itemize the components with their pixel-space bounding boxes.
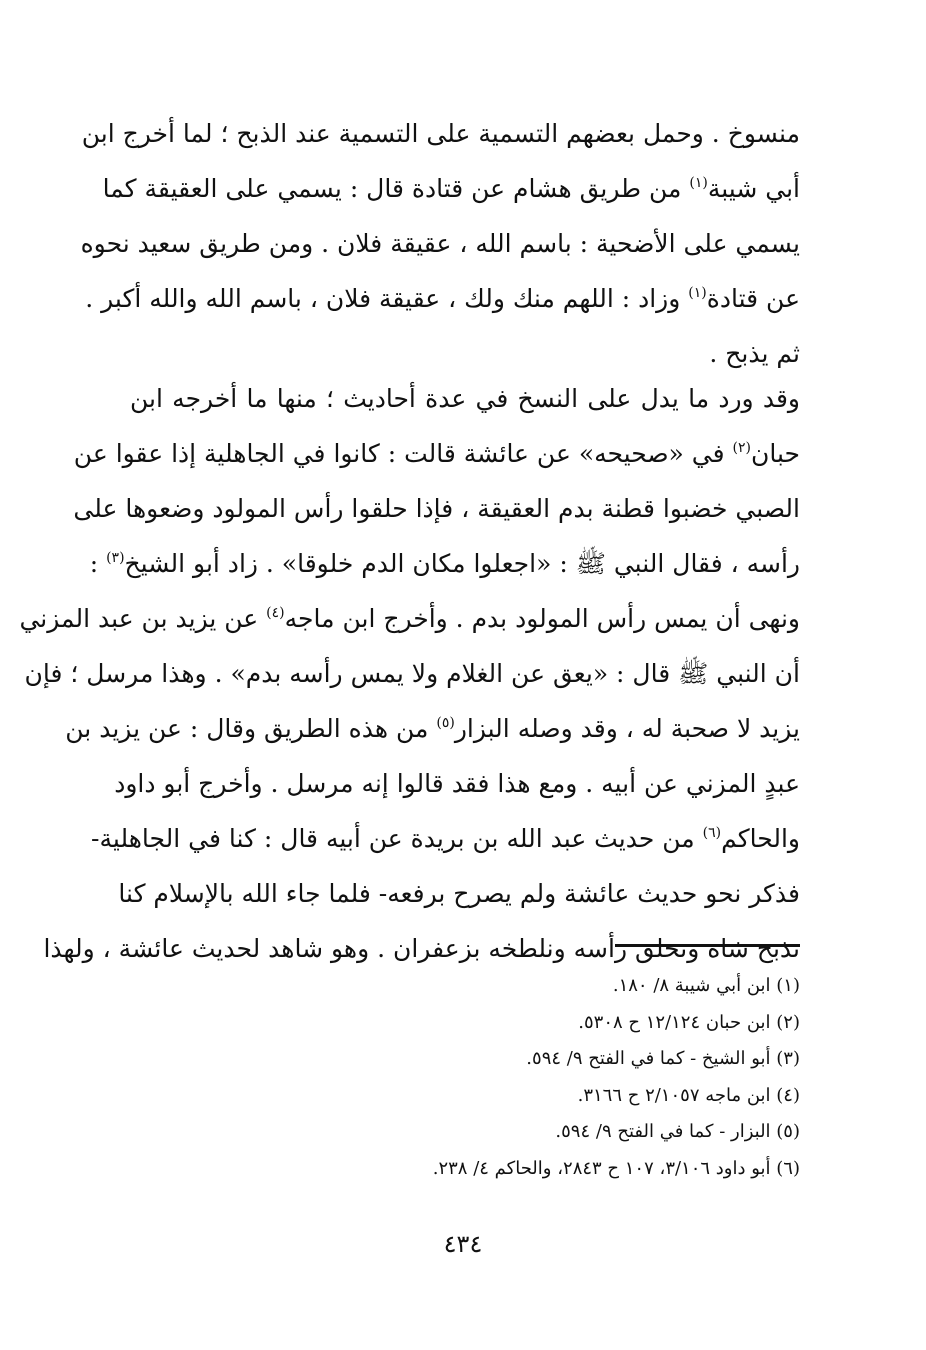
text-line: وقد ورد ما يدل على النسخ في عدة أحاديث ؛ منها ما أخرجه ابن: [130, 384, 800, 413]
text-line: عبدٍ المزني عن أبيه . ومع هذا فقد قالوا إنه مرسل . وأخرج أبو داود: [114, 769, 800, 798]
footnote: (٣) أبو الشيخ - كما في الفتح ٩/ ٥٩٤.: [526, 1048, 800, 1069]
footnotes: [300, 968, 800, 1187]
footnote: (٤) ابن ماجه ٢/١٠٥٧ ح ٣١٦٦.: [577, 1084, 800, 1106]
footnote: (٦) أبو داود ٣/١٠٦، ١٠٧ ح ٢٨٤٣، والحاكم ٤/ ٢٣٨.: [432, 1157, 800, 1179]
text-line: نذبح شاة ونحلق رأسه ونلطخه بزعفران . وهو شاهد لحديث عائشة ، ولهذا: [43, 934, 800, 963]
page-number: ٤٣٤: [443, 1230, 483, 1258]
footnote-marker: (٤): [266, 605, 285, 621]
paragraph-2: [19, 371, 800, 976]
footnote-marker: (١): [689, 175, 708, 191]
footnote-marker: (٢): [732, 440, 752, 456]
text-line: عن قتادة$^{(١)}$ وزاد : اللهم منك ولك ، عقيقة فلان ، باسم الله والله أكبر .: [85, 284, 800, 313]
text-line: أبي شيبة$^{(١)}$ من طريق هشام عن قتادة قال : يسمي على العقيقة كما: [102, 174, 800, 203]
footnote-separator: [615, 944, 800, 947]
footnote-marker: (٥): [436, 715, 455, 731]
text-line: فذكر نحو حديث عائشة ولم يصرح برفعه- فلما جاء الله بالإسلام كنا: [118, 879, 800, 908]
text-line: يسمي على الأضحية : باسم الله ، عقيقة فلان . ومن طريق سعيد نحوه: [80, 229, 800, 258]
footnote: (٢) ابن حبان ١٢/١٢٤ ح ٥٣٠٨.: [578, 1011, 800, 1033]
footnote: (١) ابن أبي شيبة ٨/ ١٨٠.: [612, 975, 800, 996]
text-line: حبان$^{(٢)}$ في «صحيحه» عن عائشة قالت : كانوا في الجاهلية إذا عقوا عن: [73, 439, 800, 468]
footnote-marker: (١): [688, 285, 707, 301]
footnote-marker: (٦): [702, 825, 722, 841]
text-line: ثم يذبح .: [709, 339, 800, 368]
text-line: منسوخ . وحمل بعضهم التسمية على التسمية عند الذبح ؛ لما أخرج ابن: [81, 119, 800, 148]
paragraph-1: [80, 106, 800, 381]
text-line: أن النبي ﷺ قال : «يعق عن الغلام ولا يمس رأسه بدم» . وهذا مرسل ؛ فإن: [24, 659, 800, 688]
text-line: ونهى أن يمس رأس المولود بدم . وأخرج ابن ماجه$^{(٤)}$ عن يزيد بن عبد المزني: [19, 604, 800, 633]
text-line: والحاكم$^{(٦)}$ من حديث عبد الله بن بريدة عن أبيه قال : كنا في الجاهلية-: [91, 824, 800, 853]
text-line: يزيد لا صحبة له ، وقد وصله البزار$^{(٥)}$ من هذه الطريق وقال : عن يزيد بن: [65, 714, 800, 743]
footnote-marker: (٣): [106, 550, 125, 566]
text-line: رأسه ، فقال النبي ﷺ : «اجعلوا مكان الدم خلوقا» . زاد أبو الشيخ$^{(٣)}$ :: [89, 549, 800, 578]
footnote: (٥) البزار - كما في الفتح ٩/ ٥٩٤.: [555, 1121, 800, 1142]
text-line: الصبي خضبوا قطنة بدم العقيقة ، فإذا حلقوا رأس المولود وضعوها على: [73, 494, 800, 523]
